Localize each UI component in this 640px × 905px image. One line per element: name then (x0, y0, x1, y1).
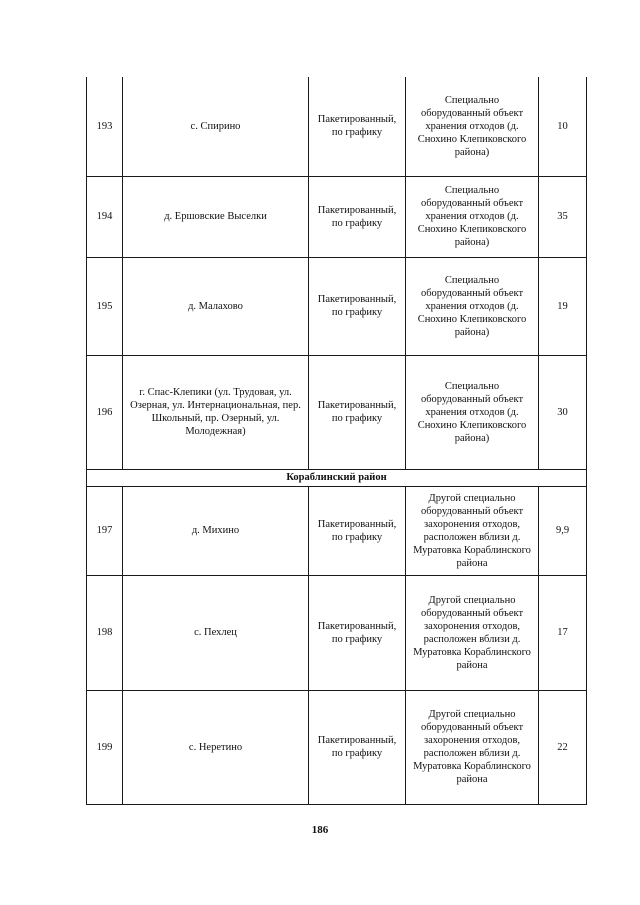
row-number: 196 (87, 355, 123, 469)
settlement-name: д. Малахово (123, 257, 309, 355)
collection-method: Пакетированный, по графику (309, 257, 406, 355)
settlement-name: с. Неретино (123, 690, 309, 804)
waste-collection-table (86, 77, 587, 805)
waste-volume: 35 (539, 176, 587, 257)
disposal-object: Специально оборудованный объект хранения отходов (д. Снохино Клепиковского района) (406, 355, 539, 469)
settlement-name: д. Ершовские Выселки (123, 176, 309, 257)
collection-method: Пакетированный, по графику (309, 355, 406, 469)
collection-method: Пакетированный, по графику (309, 575, 406, 690)
waste-volume: 17 (539, 575, 587, 690)
settlement-name: д. Михино (123, 486, 309, 575)
row-number: 199 (87, 690, 123, 804)
table-row (87, 257, 587, 355)
row-number: 193 (87, 77, 123, 176)
disposal-object: Специально оборудованный объект хранения отходов (д. Снохино Клепиковского района) (406, 77, 539, 176)
disposal-object: Специально оборудованный объект хранения отходов (д. Снохино Клепиковского района) (406, 257, 539, 355)
row-number: 197 (87, 486, 123, 575)
waste-volume: 9,9 (539, 486, 587, 575)
waste-volume: 22 (539, 690, 587, 804)
settlement-name: с. Спирино (123, 77, 309, 176)
disposal-object: Другой специально оборудованный объект захоронения отходов, расположен вблизи д. Муратовка Кораблинского района (406, 486, 539, 575)
table-row (87, 575, 587, 690)
collection-method: Пакетированный, по графику (309, 77, 406, 176)
table-row (87, 486, 587, 575)
row-number: 198 (87, 575, 123, 690)
disposal-object: Другой специально оборудованный объект захоронения отходов, расположен вблизи д. Муратовка Кораблинского района (406, 690, 539, 804)
waste-volume: 19 (539, 257, 587, 355)
table-row (87, 77, 587, 176)
disposal-object: Специально оборудованный объект хранения отходов (д. Снохино Клепиковского района) (406, 176, 539, 257)
section-header-row (87, 469, 587, 486)
waste-volume: 10 (539, 77, 587, 176)
row-number: 195 (87, 257, 123, 355)
settlement-name: с. Пехлец (123, 575, 309, 690)
table-row (87, 176, 587, 257)
table-row (87, 355, 587, 469)
collection-method: Пакетированный, по графику (309, 486, 406, 575)
page-number: 186 (311, 824, 329, 836)
waste-volume: 30 (539, 355, 587, 469)
collection-method: Пакетированный, по графику (309, 690, 406, 804)
collection-method: Пакетированный, по графику (309, 176, 406, 257)
district-title: Кораблинский район (87, 469, 587, 486)
table-row (87, 690, 587, 804)
settlement-name: г. Спас-Клепики (ул. Трудовая, ул. Озерная, ул. Интернациональная, пер. Школьный, пр. Озерный, ул. Молодежная) (123, 355, 309, 469)
row-number: 194 (87, 176, 123, 257)
disposal-object: Другой специально оборудованный объект захоронения отходов, расположен вблизи д. Муратовка Кораблинского района (406, 575, 539, 690)
